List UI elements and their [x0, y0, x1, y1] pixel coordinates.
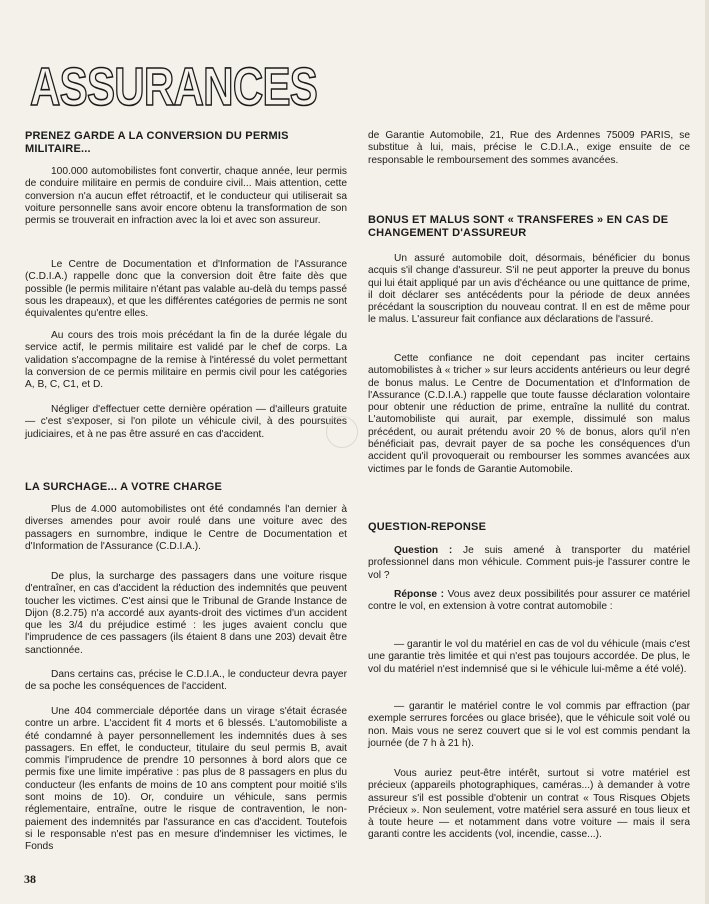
paragraph: 100.000 automobilistes font convertir, chaque année, leur permis de conduire militaire en permis de conduire civil... Mais attention, cette conversion n'a aucun effet rétroactif, et le conducteur qui utiliserait sa voiture personnelle sans avoir encore obtenu la transformation de son permis se trouverait en infraction avec la loi et avec son assureur. [25, 166, 347, 227]
question-paragraph [368, 545, 690, 582]
paragraph: De plus, la surcharge des passagers dans une voiture risque d'entraîner, en cas d'accident la réduction des indemnités que peuvent toucher les victimes. C'est ainsi que le Tribunal de Grande Instance de Dijon (8.2.75) n'a accordé aux ayants-droit des victimes d'un accident que les 3/4 du préjudice estimé : les juges avaient conclu que l'imprudence de ces passagers (ils étaient 8 dans une 203) devait être sanctionnée. [25, 571, 347, 656]
answer-label: Réponse : [394, 589, 444, 600]
paragraph: Un assuré automobile doit, désormais, bénéficier du bonus acquis s'il change d'assureur. S'il ne peut apporter la preuve du bonus qui lui était appliqué par un avis d'échéance ou une quittance de prime, il doit déclarer ses antécédents pour la période de deux années précédant la souscription du nouveau contrat. Il en est de même pour le malus. L'assureur fait confiance aux déclarations de l'assuré. [368, 253, 690, 326]
library-stamp-icon [326, 416, 358, 448]
paragraph: — garantir le matériel contre le vol commis par effraction (par exemple serrures forcées ou glace brisée), que le véhicule soit volé ou non. Mais vous ne serez couvert que si le vol est commis pendant la journée (de 7 h à 21 h). [368, 701, 690, 749]
paragraph: Dans certains cas, précise le C.D.I.A., le conducteur devra payer de sa poche les conséquences de l'accident. [25, 669, 347, 693]
paragraph: — garantir le vol du matériel en cas de vol du véhicule (mais c'est une garantie très limitée et qui n'est pas toujours accordée. De plus, le vol du matériel n'est indemnisé que si le véhicule lui-même a été volé). [368, 639, 690, 675]
paragraph: Au cours des trois mois précédant la fin de la durée légale du service actif, le permis militaire est validé par le chef de corps. La validation s'accompagne de la remise à l'intéressé du volet permettant la conversion de ce permis militaire en permis civil pour les catégories A, B, C, C1, et D. [25, 330, 347, 391]
paragraph: Plus de 4.000 automobilistes ont été condamnés l'an dernier à diverses amendes pour avoir roulé dans une voiture avec des passagers en surnombre, indique le Centre de Documentation et d'Information de l'Assurance (C.D.I.A.). [25, 504, 347, 552]
answer-paragraph [368, 589, 690, 614]
heading-bonus-malus: BONUS ET MALUS SONT « TRANSFERES » EN CAS DE CHANGEMENT D'ASSUREUR [368, 214, 669, 239]
paragraph: Vous auriez peut-être intérêt, surtout si votre matériel est précieux (appareils photographiques, caméras...) à demander à votre assureur s'il est possible d'obtenir un contrat « Tous Risques Objets Précieux ». Non seulement, votre matériel sera assuré en tous lieux et à toute heure — et notamment dans votre voiture — mais il sera garanti contre les accidents (vol, incendie, casse...). [368, 768, 690, 841]
paragraph: Cette confiance ne doit cependant pas inciter certains automobilistes à « tricher » sur leurs accidents antérieurs ou leur degré de bonus malus. Le Centre de Documentation et d'Information de l'Assurance (C.D.I.A.) rappelle que toute fausse déclaration volontaire pour obtenir une réduction de prime, entraîne la nullité du contrat. L'automobiliste qui aurait, par exemple, dissimulé son malus précédent, ou aurait prétendu avoir 20 % de bonus, alors qu'il n'en bénéficiait pas, devrait payer de sa poche les conséquences d'un accident qu'il provoquerait ou rembourser les sommes avancées aux victimes par le fonds de Garantie Automobile. [368, 353, 690, 475]
page-edge [705, 0, 709, 904]
section-title: ASSURANCES [30, 57, 318, 117]
question-text: Je suis amené à transporter du matériel professionnel dans mon véhicule. Comment puis-je l'assurer contre le vol ? [368, 545, 690, 581]
paragraph: Négliger d'effectuer cette dernière opération — d'ailleurs gratuite — c'est s'exposer, si l'on pilote un véhicule civil, à des poursuites judiciaires, et à ne pas être assuré en cas d'accident. [25, 404, 347, 440]
heading-permis-militaire: PRENEZ GARDE A LA CONVERSION DU PERMIS MILITAIRE... [25, 130, 289, 155]
answer-text: Vous avez deux possibilités pour assurer ce matériel contre le vol, en extension à votre contrat automobile : [368, 589, 690, 613]
page-number: 38 [24, 872, 36, 886]
paragraph: Une 404 commerciale déportée dans un virage s'était écrasée contre un arbre. L'accident fit 4 morts et 6 blessés. L'automobiliste a été condamné à payer personnellement les indemnités dues à ses passagers. En effet, le conducteur, titulaire du seul permis B, avait commis l'imprudence de prendre 10 personnes à bord alors que ce permis fixe une limite impérative : pas plus de 8 passagers en plus du conducteur (les enfants de moins de 10 ans comptent pour moitié s'ils sont moins de 10). Or, conduire un véhicule, sans permis réglementaire, entraîne, outre le risque de contravention, le non-paiement des indemnités par l'assurance en cas d'accident. Toutefois si le responsable n'est pas en mesure d'indemniser les victimes, le Fonds [25, 706, 347, 853]
paragraph: de Garantie Automobile, 21, Rue des Ardennes 75009 PARIS, se substitue à lui, mais, précise le C.D.I.A., exige ensuite de ce responsable le remboursement des sommes avancées. [368, 130, 690, 166]
heading-surcharge: LA SURCHAGE... A VOTRE CHARGE [25, 481, 223, 493]
question-label: Question : [394, 545, 453, 556]
heading-question-reponse: QUESTION-REPONSE [368, 521, 487, 533]
paragraph: Le Centre de Documentation et d'Information de l'Assurance (C.D.I.A.) rappelle donc que la conversion doit être faite dès que possible (le permis militaire n'étant pas valable au-delà du temps passé sous les drapeaux), et que les différentes catégories de permis ne sont équivalentes qu'entre elles. [25, 259, 347, 320]
